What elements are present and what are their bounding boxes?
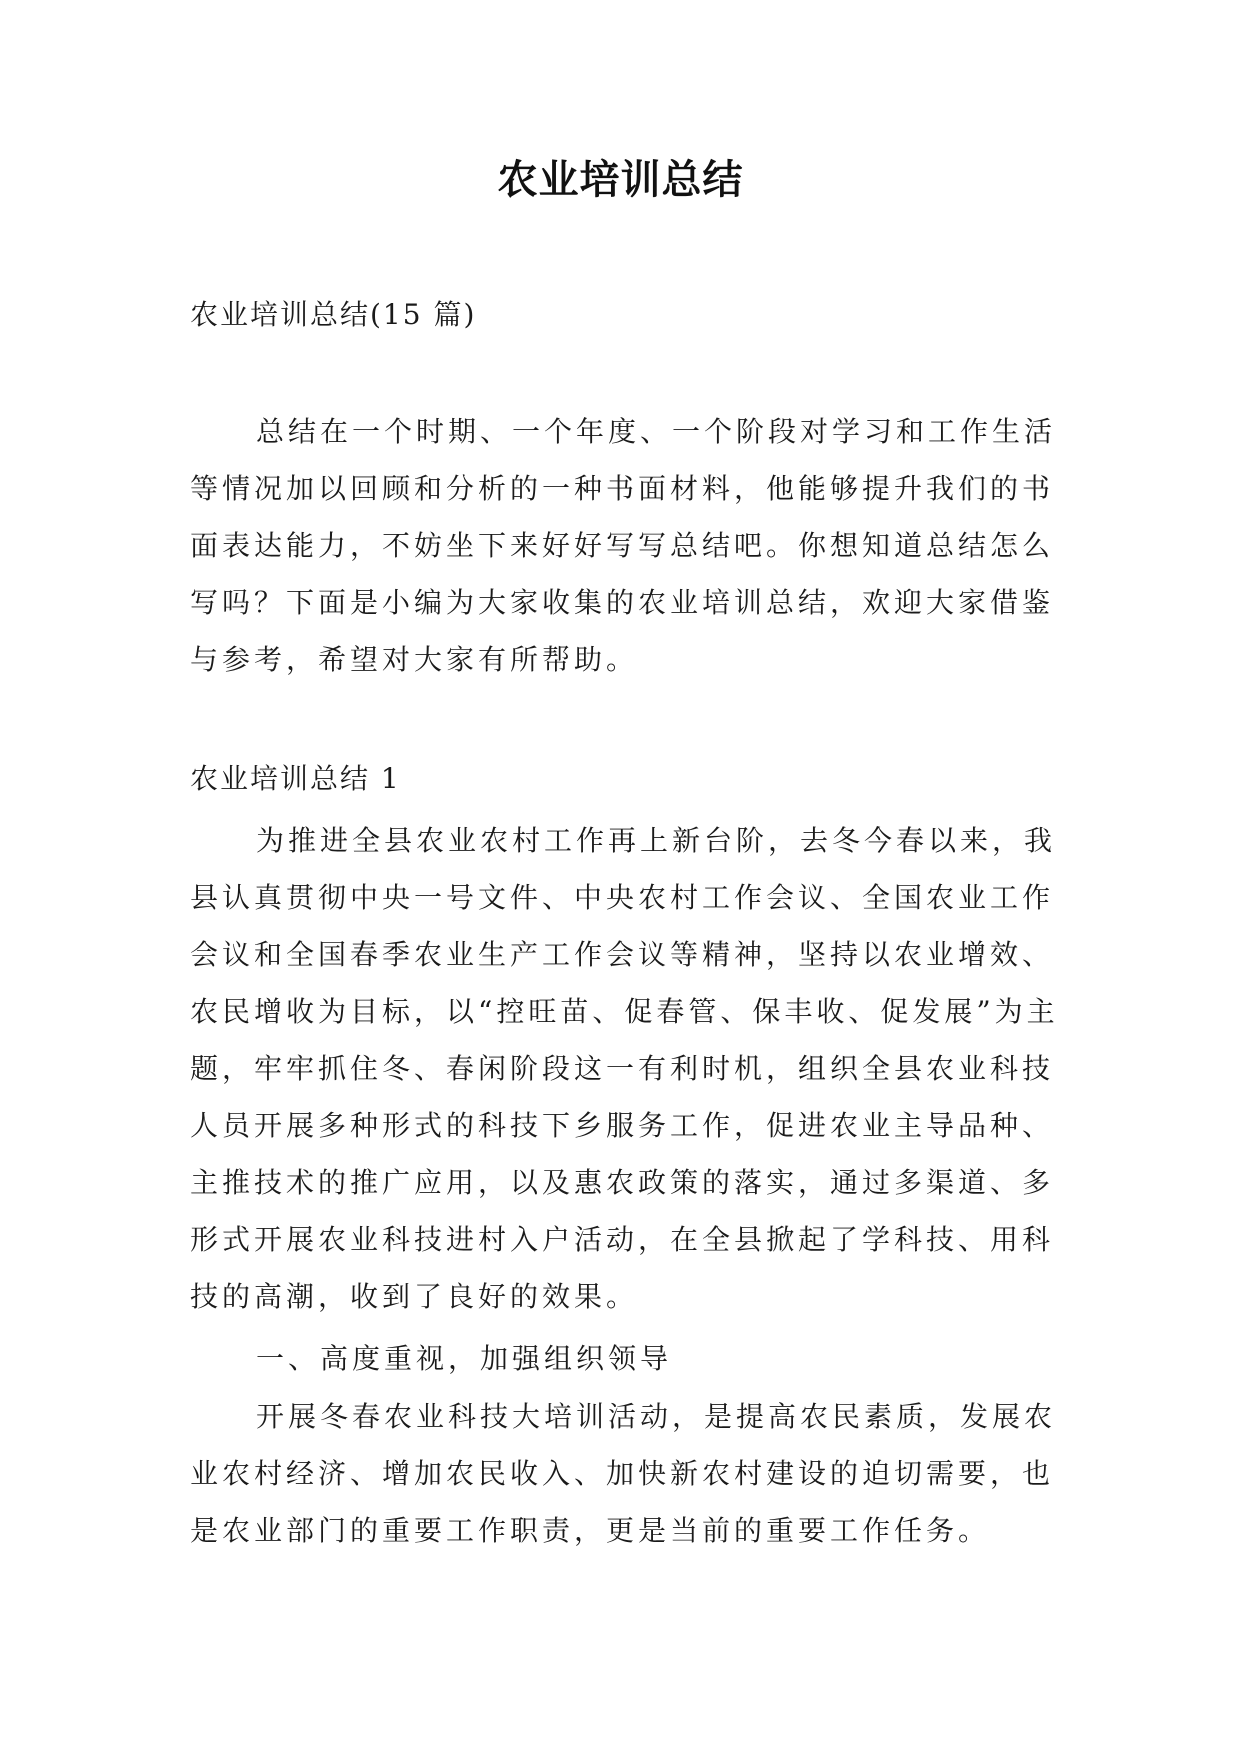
section-paragraph-2: 开展冬春农业科技大培训活动，是提高农民素质，发展农业农村经济、增加农民收入、加快新农村建设的迫切需要，也是农业部门的重要工作职责，更是当前的重要工作任务。: [190, 1400, 1057, 1547]
section-paragraph-1: 为推进全县农业农村工作再上新台阶，去冬今春以来，我县认真贯彻中央一号文件、中央农村工作会议、全国农业工作会议和全国春季农业生产工作会议等精神，坚持以农业增效、农民增收为目标，以“控旺苗、促春管、保丰收、促发展”为主题，牢牢抓住冬、春闲阶段这一有利时机，组织全县农业科技人员开展多种形式的科技下乡服务工作，促进农业主导品种、主推技术的推广应用，以及惠农政策的落实，通过多渠道、多形式开展农业科技进村入户活动，在全县掀起了学科技、用科技的高潮，收到了良好的效果。: [190, 824, 1059, 1313]
section-heading: 农业培训总结 1: [190, 762, 401, 795]
document-title: 农业培训总结: [497, 157, 744, 203]
section-subheading-1: 一、高度重视，加强组织领导: [256, 1342, 673, 1375]
intro-paragraph: 总结在一个时期、一个年度、一个阶段对学习和工作生活等情况加以回顾和分析的一种书面材料，他能够提升我们的书面表达能力，不妨坐下来好好写写总结吧。你想知道总结怎么写吗？下面是小编为大家收集的农业培训总结，欢迎大家借鉴与参考，希望对大家有所帮助。: [190, 415, 1057, 676]
document-subtitle: 农业培训总结(15 篇): [190, 298, 477, 331]
